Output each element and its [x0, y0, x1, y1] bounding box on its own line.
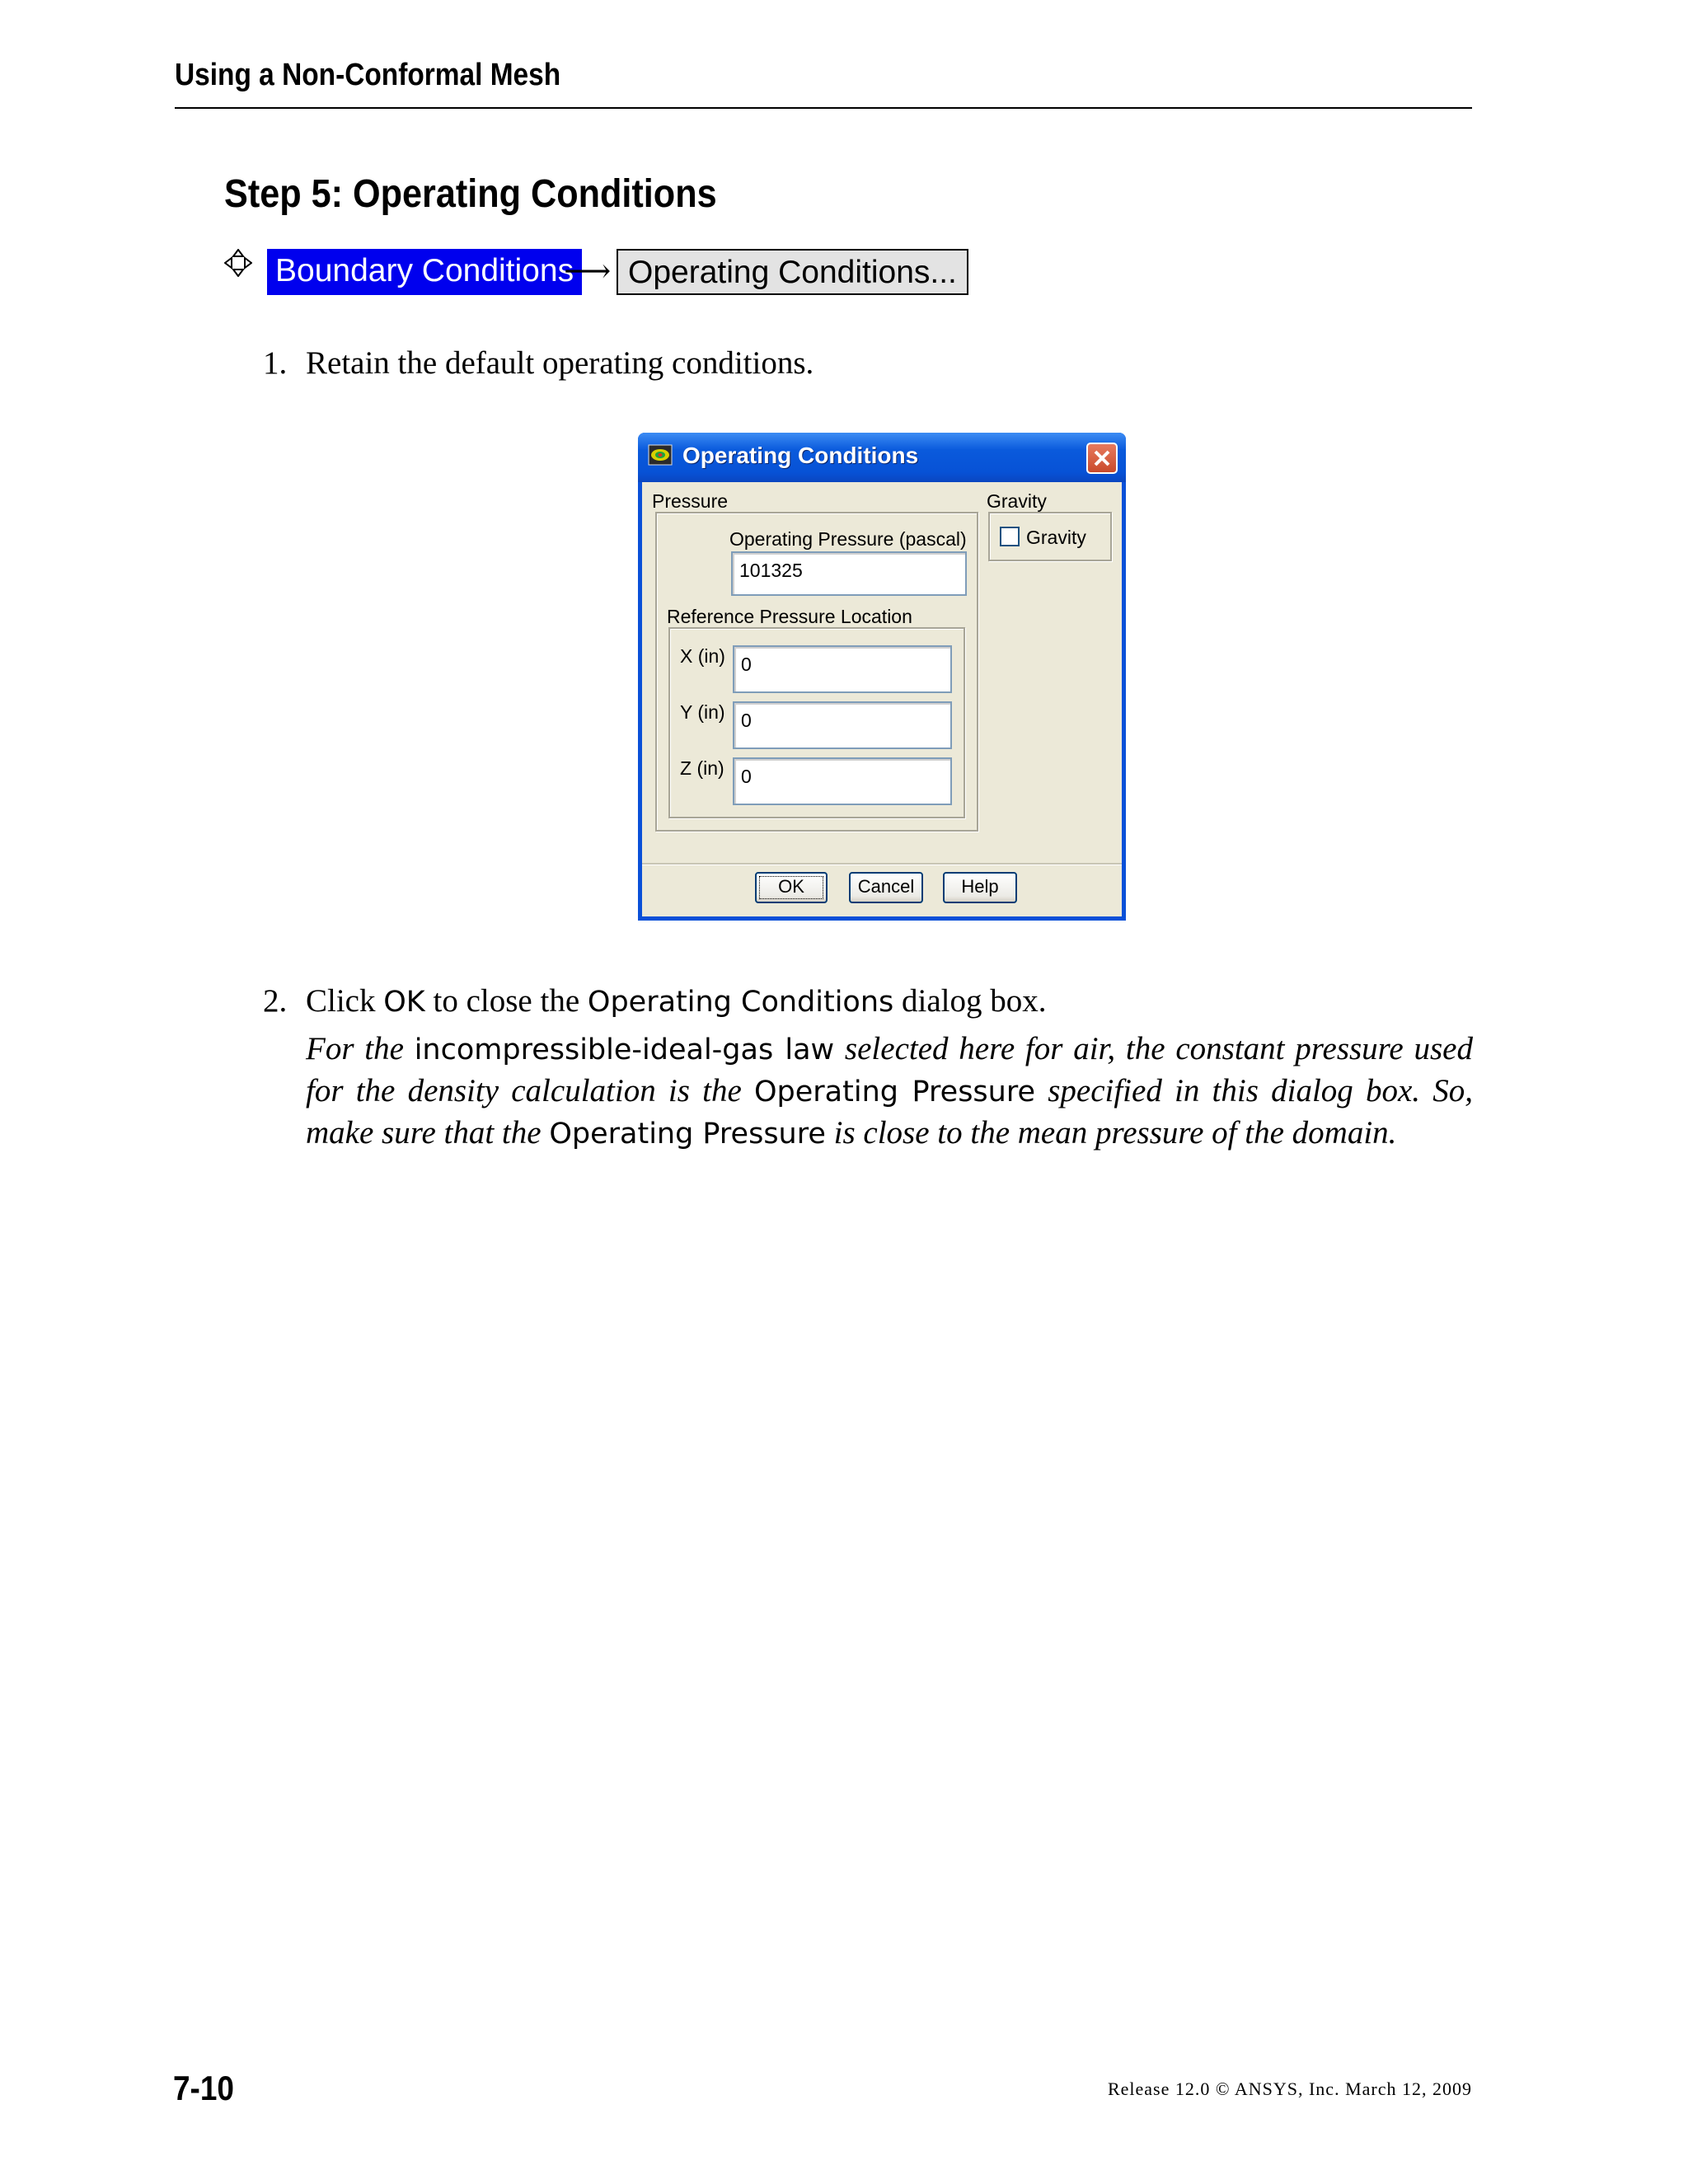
z-label: Z (in): [680, 757, 724, 779]
text-run: For the: [306, 1031, 415, 1066]
instruction-text: Retain the default operating conditions.: [306, 345, 814, 381]
text-run: specified in this dialog box. So, make sure that the: [306, 1073, 1474, 1151]
cancel-button[interactable]: Cancel: [849, 872, 923, 903]
note-paragraph: [306, 1029, 1473, 1155]
menu-item-operating-conditions[interactable]: Operating Conditions...: [617, 249, 968, 295]
dialog-body: [642, 482, 1122, 916]
dialog-titlebar[interactable]: [638, 433, 1126, 482]
fluent-app-icon: [648, 444, 673, 466]
running-header: Using a Non-Conformal Mesh: [175, 58, 561, 92]
close-icon: [1088, 444, 1116, 472]
dialog-name-reference: Operating Conditions: [587, 986, 894, 1019]
ok-reference: OK: [383, 986, 425, 1019]
gravity-group-label: Gravity: [987, 490, 1047, 512]
y-label: Y (in): [680, 701, 725, 723]
instruction-text: [306, 982, 1047, 1019]
step-heading: Step 5: Operating Conditions: [224, 172, 717, 216]
operating-pressure-reference: Operating Pressure: [549, 1118, 826, 1151]
y-input[interactable]: 0: [733, 701, 952, 749]
button-separator: [642, 863, 1122, 865]
x-label: X (in): [680, 645, 725, 667]
gravity-checkbox-label: Gravity: [1026, 527, 1086, 548]
z-input[interactable]: 0: [733, 757, 952, 805]
header-rule: [175, 107, 1472, 109]
close-button[interactable]: [1086, 443, 1118, 474]
text-run: is close to the mean pressure of the domain.: [825, 1115, 1397, 1151]
four-arrows-icon: [224, 249, 252, 277]
help-button[interactable]: Help: [943, 872, 1017, 903]
menu-item-boundary-conditions[interactable]: Boundary Conditions: [267, 249, 582, 295]
text-run: Click: [306, 983, 384, 1019]
pressure-group-label: Pressure: [652, 490, 729, 512]
text-run: selected here for air, the constant pressure used for the density calculation is the: [306, 1031, 1473, 1108]
dialog-title: Operating Conditions: [682, 443, 919, 468]
release-footer: Release 12.0 © ANSYS, Inc. March 12, 2009: [1107, 2079, 1472, 2099]
reference-location-label: Reference Pressure Location: [667, 606, 912, 627]
page-number: 7-10: [173, 2069, 234, 2107]
instruction-number: 1.: [263, 345, 288, 381]
law-reference: incompressible-ideal-gas law: [414, 1033, 835, 1066]
text-run: dialog box.: [893, 983, 1047, 1019]
ok-button[interactable]: OK: [755, 872, 828, 903]
x-input[interactable]: 0: [733, 645, 952, 693]
gravity-checkbox[interactable]: [1000, 527, 1020, 546]
instruction-number: 2.: [263, 983, 288, 1019]
operating-pressure-reference: Operating Pressure: [753, 1076, 1035, 1108]
operating-conditions-dialog: [638, 433, 1126, 921]
text-run: to close the: [424, 983, 588, 1019]
operating-pressure-label: Operating Pressure (pascal): [729, 528, 967, 550]
operating-pressure-input[interactable]: 101325: [731, 551, 967, 596]
menu-path-arrow: ⟶: [564, 252, 612, 289]
